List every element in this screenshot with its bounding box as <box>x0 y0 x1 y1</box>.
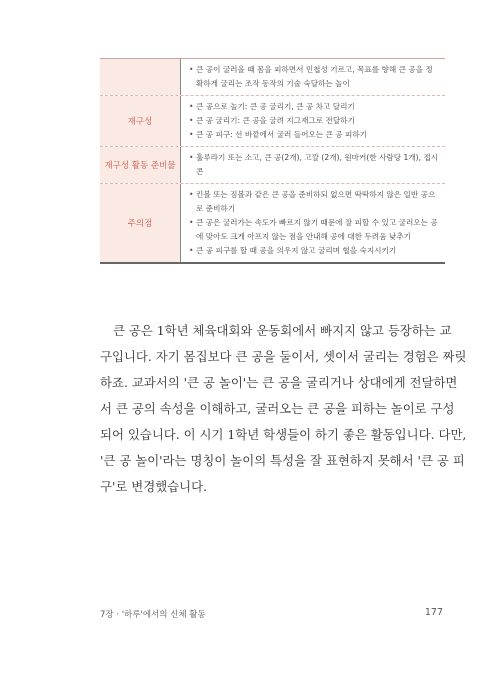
paragraph-line: 서 큰 공의 속성을 이해하고, 굴러오는 큰 공을 피하는 놀이로 구성 <box>100 401 455 416</box>
row-header <box>100 59 181 95</box>
page-number: 177 <box>424 607 443 618</box>
row-header: 재구성 활동 준비물 <box>100 147 181 183</box>
lesson-table <box>100 58 445 264</box>
paragraph-line: 구'로 변경했습니다. <box>100 479 208 494</box>
list-item: • 훌루라기 또는 소고, 큰 공(2개), 고깔 (2개), 원마커(한 사람당 1개), 접시콘 <box>189 151 439 179</box>
table-row-cautions <box>100 184 445 262</box>
row-content <box>181 59 445 95</box>
body-paragraph <box>100 318 467 500</box>
list-item: • 큰 공 피구를 할 때 공을 의우지 않고 굴리며 협을 숙지시키기 <box>189 244 439 258</box>
list-item: • 큰 공은 굴러가는 속도가 빠르지 않기 때문에 잘 피할 수 있고 굴러오는 공에 맞아도 크게 아프지 않는 점을 안내해 공에 대한 두려움 낮추기 <box>189 216 439 244</box>
paragraph-line: 큰 공은 1학년 체육대회와 운동회에서 빠지지 않고 등장하는 교 <box>113 323 452 338</box>
row-content <box>181 96 445 146</box>
paragraph-line: 구입니다. 자기 몸집보다 큰 공을 둘이서, 셋이서 굴리는 경험은 짜릿 <box>100 349 467 364</box>
list-item: • 큰 공 피구: 선 바깥에서 굴러 들어오는 큰 공 피하기 <box>189 128 439 142</box>
row-header: 주의점 <box>100 184 181 262</box>
paragraph-line: '큰 공 놀이'라는 명칭이 놀이의 특성을 잘 표현하지 못해서 '큰 공 피 <box>100 453 465 468</box>
paragraph-line: 하죠. 교과서의 '큰 공 놀이'는 큰 공을 굴리거나 상대에게 전달하면 <box>100 375 458 390</box>
table-row-description <box>100 59 445 96</box>
chapter-footer: 7장 · '하루'에서의 신체 활동 <box>100 610 206 620</box>
row-header: 재구성 <box>100 96 181 146</box>
table-row-materials <box>100 147 445 184</box>
list-item: • 큰 공이 굴러올 때 몸을 피하면서 민첩성 기르고, 목표를 향해 큰 공을 정확하게 굴리는 조작 동작의 기술 숙달하는 놀이 <box>189 63 439 91</box>
row-content <box>181 147 445 183</box>
table-row-restructure <box>100 96 445 147</box>
row-content <box>181 184 445 262</box>
list-item: • 큰 공으로 놀기: 큰 공 굴리기, 큰 공 차고 달리기 <box>189 100 439 114</box>
list-item: • 큰 공 굴리기: 큰 공을 굴려 지그재그로 전달하기 <box>189 114 439 128</box>
list-item: • 킨볼 또는 짐볼과 같은 큰 공을 준비하되 없으면 딱딱하지 않은 일반 공으로 준비하기 <box>189 188 439 216</box>
paragraph-line: 되어 있습니다. 이 시기 1학년 학생들이 하기 좋은 활동입니다. 다만, <box>100 427 467 442</box>
